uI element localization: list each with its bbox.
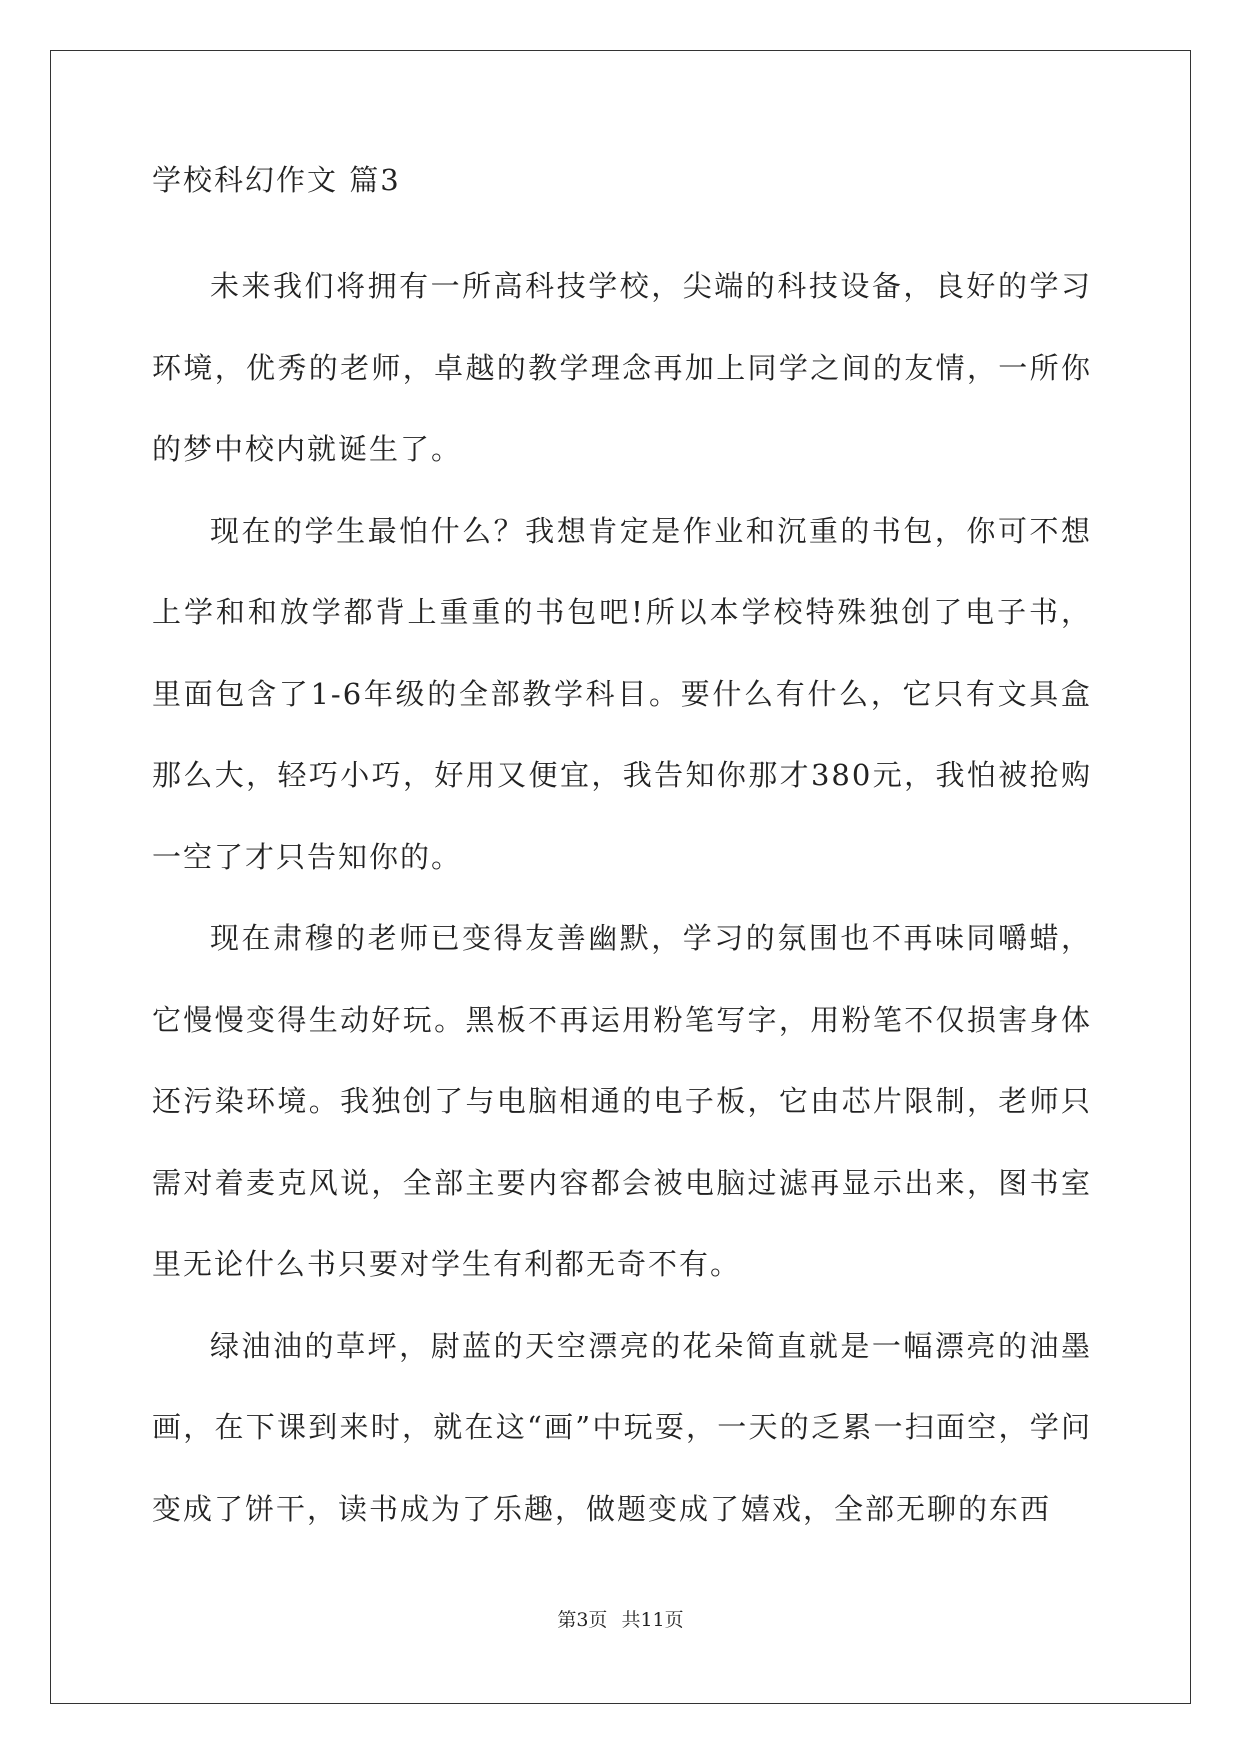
paragraph-4: 绿油油的草坪，尉蓝的天空漂亮的花朵简直就是一幅漂亮的油墨画，在下课到来时，就在这“画”中玩耍，一天的乏累一扫面空，学问变成了饼干，读书成为了乐趣，做题变成了嬉戏，全部无聊的东西 — [152, 1328, 1092, 1526]
paragraph-1: 未来我们将拥有一所高科技学校，尖端的科技设备，良好的学习环境，优秀的老师，卓越的教学理念再加上同学之间的友情，一所你的梦中校内就诞生了。 — [152, 269, 1092, 466]
document-body — [152, 160, 1092, 1550]
page-number: 第3页 — [557, 1609, 608, 1631]
document-title: 学校科幻作文 篇3 — [152, 163, 401, 197]
page-footer — [0, 1608, 1241, 1632]
paragraph-3: 现在肃穆的老师已变得友善幽默，学习的氛围也不再味同嚼蜡，它慢慢变得生动好玩。黑板不再运用粉笔写字，用粉笔不仅损害身体还污染环境。我独创了与电脑相通的电子板，它由芯片限制，老师只需对着麦克风说，全部主要内容都会被电脑过滤再显示出来，图书室里无论什么书只要对学生有利都无奇不有。 — [152, 921, 1092, 1281]
paragraph-2: 现在的学生最怕什么？我想肯定是作业和沉重的书包，你可不想上学和和放学都背上重重的书包吧!所以本学校特殊独创了电子书，里面包含了1-6年级的全部教学科目。要什么有什么，它只有文具盒那么大，轻巧小巧，好用又便宜，我告知你那才380元，我怕被抢购一空了才只告知你的。 — [152, 513, 1092, 874]
page-total: 共11页 — [621, 1609, 684, 1631]
